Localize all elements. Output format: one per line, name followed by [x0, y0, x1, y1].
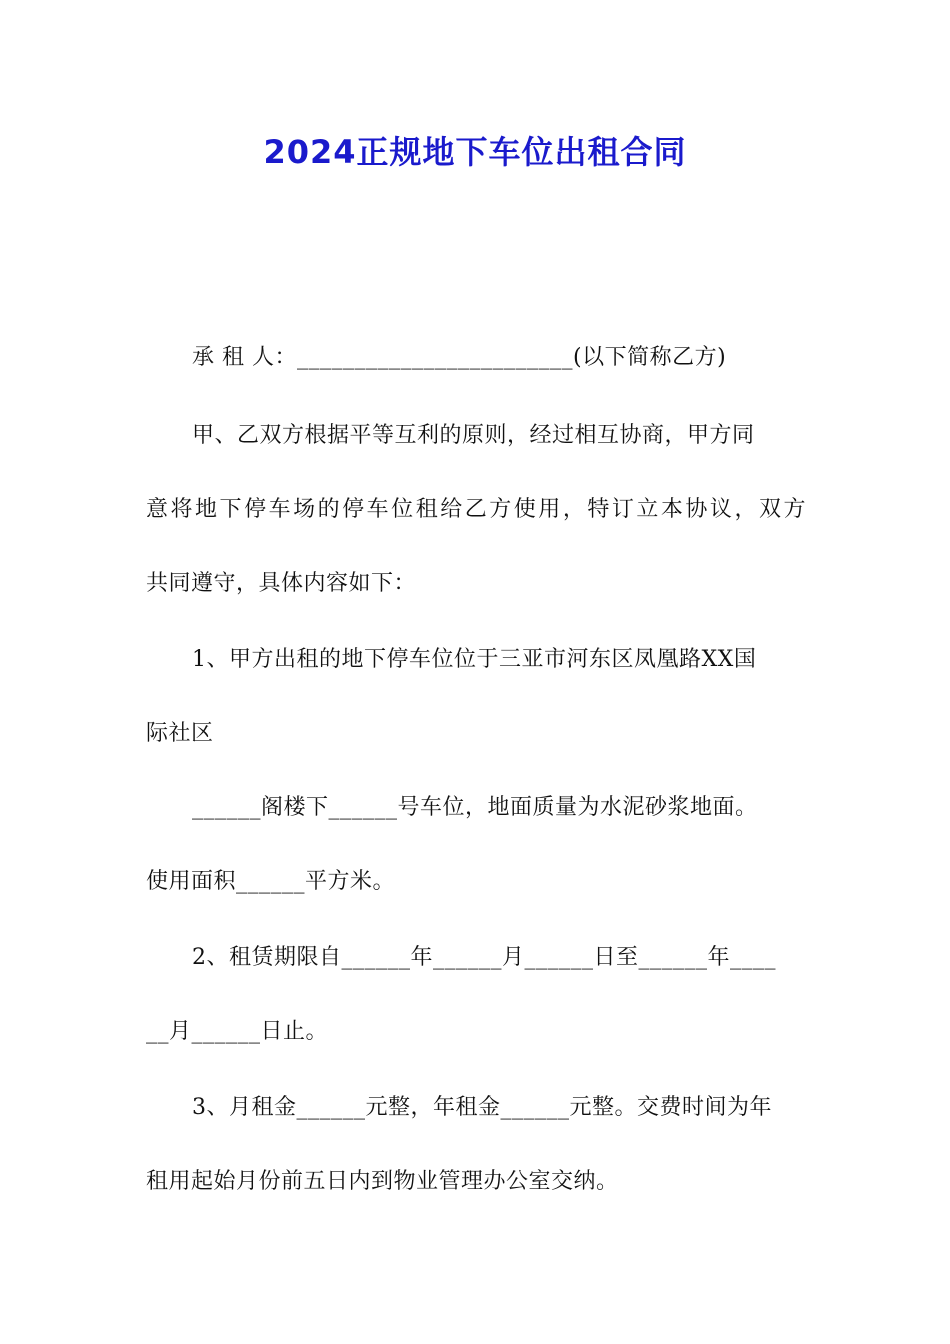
preamble-line-1: 甲、乙双方根据平等互利的原则，经过相互协商，甲方同 — [192, 423, 755, 448]
lessee-line: 承 租 人：________________________(以下简称乙方) — [192, 345, 727, 370]
document-title: 2024正规地下车位出租合同 — [263, 133, 687, 171]
clause-2-line-2: __月______日止。 — [146, 1019, 329, 1044]
clause-3-line-1: 3、月租金______元整，年租金______元整。交费时间为年 — [192, 1095, 772, 1120]
preamble-line-3: 共同遵守，具体内容如下： — [146, 571, 417, 596]
clause-1-line-2: 际社区 — [146, 721, 214, 746]
preamble-line-2: 意将地下停车场的停车位租给乙方使用，特订立本协议，双方 — [146, 497, 806, 522]
clause-1-line-4: 使用面积______平方米。 — [146, 869, 396, 894]
clause-2-line-1: 2、租赁期限自______年______月______日至______年____ — [192, 945, 776, 970]
clause-1-line-3: ______阁楼下______号车位，地面质量为水泥砂浆地面。 — [192, 795, 758, 820]
clause-1-line-1: 1、甲方出租的地下停车位位于三亚市河东区凤凰路XX国 — [192, 647, 757, 672]
clause-3-line-2: 租用起始月份前五日内到物业管理办公室交纳。 — [146, 1169, 619, 1194]
